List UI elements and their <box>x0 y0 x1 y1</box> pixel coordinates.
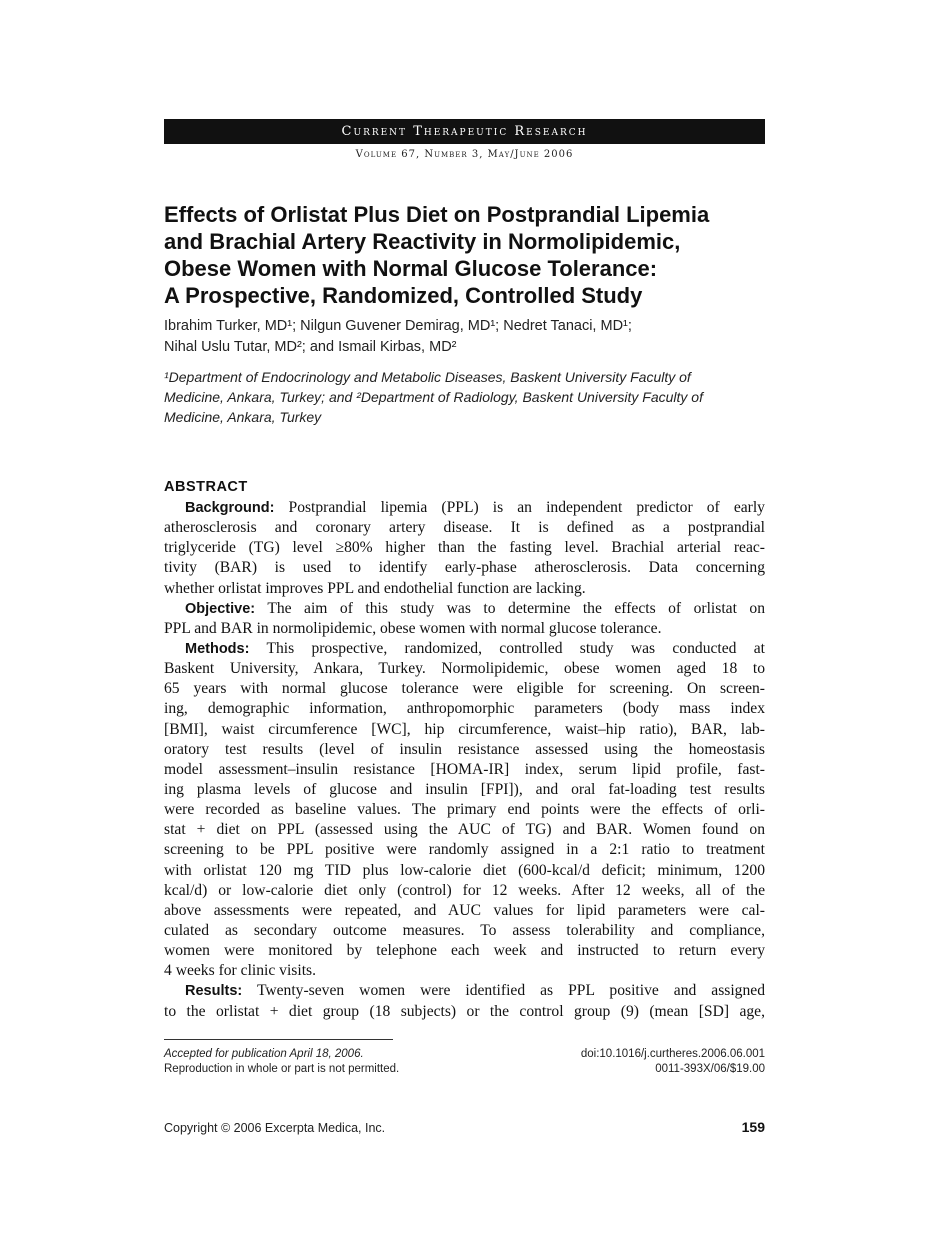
abstract-line: whether orlistat improves PPL and endothelial function are lacking. <box>164 579 586 597</box>
title-line: Effects of Orlistat Plus Diet on Postprandial Lipemia <box>164 202 710 227</box>
abstract-line: triglyceride (TG) level ≥80% higher than the fasting level. Brachial arterial reac- <box>164 539 765 557</box>
abstract-line: tivity (BAR) is used to identify early-phase atherosclerosis. Data concerning <box>164 559 765 577</box>
footnote-row <box>164 1047 765 1062</box>
abstract-line: women were monitored by telephone each week and instructed to return every <box>164 942 765 960</box>
title-line: Obese Women with Normal Glucose Tolerance: <box>164 256 658 281</box>
page-number: 159 <box>741 1119 765 1135</box>
doi: doi:10.1016/j.curtheres.2006.06.001 <box>580 1048 765 1060</box>
abstract-line: oratory test results (level of insulin resistance assessed using the homeostasis <box>164 740 765 758</box>
abstract-line: atherosclerosis and coronary artery disease. It is defined as a postprandial <box>164 519 765 537</box>
abstract-line: to the orlistat + diet group (18 subjects) or the control group (9) (mean [SD] age, <box>164 1002 765 1020</box>
abstract-line: above assessments were repeated, and AUC values for lipid parameters were cal- <box>164 901 765 919</box>
author-list <box>164 316 774 358</box>
footnotes <box>164 1047 765 1077</box>
abstract-line: culated as secondary outcome measures. To assess tolerability and compliance, <box>164 921 765 939</box>
abstract-line: ing, demographic information, anthropomorphic parameters (body mass index <box>164 700 765 718</box>
abstract-line: [BMI], waist circumference [WC], hip circumference, waist–hip ratio), BAR, lab- <box>164 720 765 738</box>
methods-label: Methods: <box>185 640 250 657</box>
accepted-date: Accepted for publication April 18, 2006. <box>164 1048 364 1060</box>
author-line: Nihal Uslu Tutar, MD²; and Ismail Kirbas, MD² <box>164 339 457 355</box>
affiliations <box>164 367 774 427</box>
affiliation-line: Medicine, Ankara, Turkey <box>164 409 322 425</box>
results-label: Results: <box>185 983 243 1000</box>
abstract-line: Objective: The aim of this study was to determine the effects of orlistat on <box>185 599 765 617</box>
abstract-line: PPL and BAR in normolipidemic, obese women with normal glucose tolerance. <box>164 619 662 637</box>
affiliation-line: ¹Department of Endocrinology and Metabolic Diseases, Baskent University Faculty of <box>164 369 691 385</box>
abstract-line: were recorded as baseline values. The primary end points were the effects of orli- <box>164 801 765 819</box>
author-line: Ibrahim Turker, MD¹; Nilgun Guvener Demirag, MD¹; Nedret Tanaci, MD¹; <box>164 318 632 334</box>
issn: 0011-393X/06/$19.00 <box>655 1063 765 1075</box>
abstract-line: 4 weeks for clinic visits. <box>164 962 317 980</box>
abstract-body <box>164 498 765 1022</box>
objective-label: Objective: <box>185 600 256 617</box>
abstract-heading: ABSTRACT <box>164 479 248 495</box>
journal-banner: Current Therapeutic Research <box>164 119 765 144</box>
abstract-line: screening to be PPL positive were randomly assigned in a 2:1 ratio to treatment <box>164 841 765 859</box>
footnote-row <box>164 1062 765 1077</box>
footnote-divider <box>164 1039 393 1040</box>
title-line: and Brachial Artery Reactivity in Normolipidemic, <box>164 229 681 254</box>
article-title <box>164 201 784 309</box>
abstract-line: with orlistat 120 mg TID plus low-calorie diet (600-kcal/d deficit; minimum, 1200 <box>164 861 765 879</box>
abstract-line: Methods: This prospective, randomized, controlled study was conducted at <box>185 639 765 657</box>
abstract-line: ing plasma levels of glucose and insulin [FPI]), and oral fat-loading test results <box>164 780 765 798</box>
background-label: Background: <box>185 500 275 516</box>
title-line: A Prospective, Randomized, Controlled Study <box>164 283 643 308</box>
copyright: Copyright © 2006 Excerpta Medica, Inc. <box>164 1121 386 1135</box>
abstract-line: Background: Postprandial lipemia (PPL) is an independent predictor of early <box>185 499 765 516</box>
abstract-line: 65 years with normal glucose tolerance were eligible for screening. On screen- <box>164 680 765 698</box>
abstract-line: stat + diet on PPL (assessed using the AUC of TG) and BAR. Women found on <box>164 821 765 839</box>
abstract-line: kcal/d) or low-calorie diet only (control) for 12 weeks. After 12 weeks, all of the <box>164 881 765 899</box>
volume-line: Volume 67, Number 3, May/June 2006 <box>355 149 574 160</box>
reproduction-notice: Reproduction in whole or part is not permitted. <box>164 1063 400 1075</box>
abstract-line: model assessment–insulin resistance [HOMA-IR] index, serum lipid profile, fast- <box>164 760 765 778</box>
abstract-line: Baskent University, Ankara, Turkey. Normolipidemic, obese women aged 18 to <box>164 660 765 678</box>
abstract-line: Results: Twenty-seven women were identified as PPL positive and assigned <box>185 982 765 1000</box>
affiliation-line: Medicine, Ankara, Turkey; and ²Department of Radiology, Baskent University Faculty of <box>164 389 703 405</box>
